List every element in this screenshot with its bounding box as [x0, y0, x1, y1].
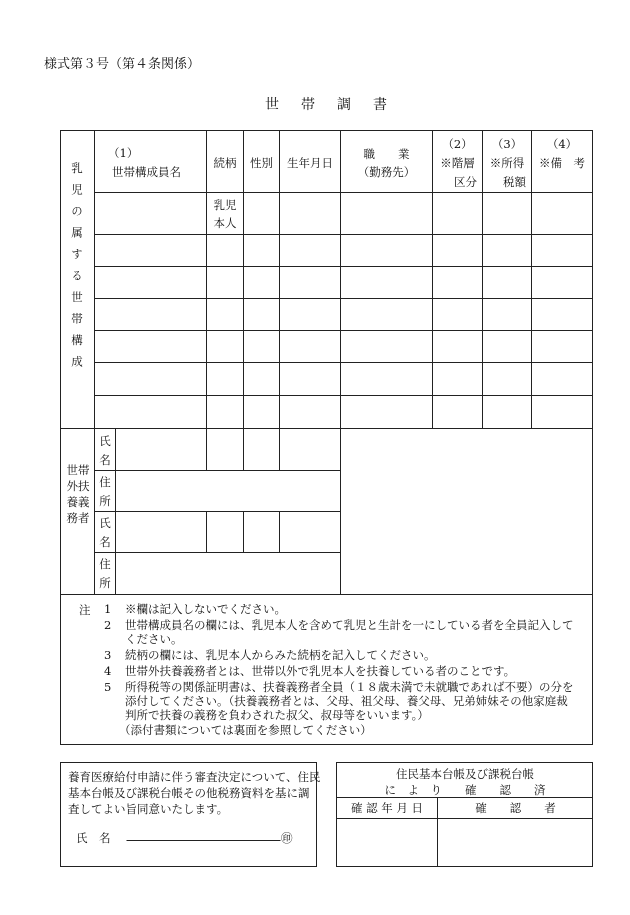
header-col4-number: （4） [546, 137, 578, 151]
supporter2-address-label: 住 [99, 557, 111, 571]
supporter2-name-label: 氏 [99, 516, 111, 530]
note-number: 2 [104, 618, 112, 632]
page-title: 世帯調書 [265, 97, 409, 113]
side-label-supporters-line: 務者 [66, 511, 90, 525]
form-number: 様式第３号（第４条関係） [44, 57, 201, 72]
header-remarks: ※備 考 [539, 156, 585, 170]
relation-infant-line2: 本人 [213, 216, 237, 230]
confirmer-label: 確 認 者 [475, 801, 556, 815]
relation-infant-line1: 乳児 [213, 198, 237, 212]
note-text: ※欄は記入しないでください。 [125, 602, 286, 616]
consent-name-label: 氏 名 [76, 831, 111, 845]
header-sex: 性別 [250, 156, 273, 170]
note-number: 1 [104, 602, 112, 616]
header-class-2: 区分 [454, 175, 477, 189]
supporter2-address-label-2: 所 [99, 576, 111, 590]
confirm-title-line2: に よ り 確 認 済 [384, 783, 546, 797]
header-class: ※階層 [440, 156, 475, 170]
notes-label: 注 [79, 603, 91, 617]
attachment-note: （添付書類については裏面を参照してください） [119, 723, 372, 737]
supporter1-name-label: 氏 [99, 434, 111, 448]
header-income-tax-2: 税額 [503, 175, 526, 189]
header-relation: 続柄 [213, 156, 237, 170]
header-col1-number: （1） [108, 146, 139, 160]
note-text: 世帯構成員名の欄には、乳児本人を含めて乳児と生計を一にしている者を全員記入して [125, 618, 574, 632]
header-workplace: （勤務先） [357, 165, 416, 179]
header-occupation: 職 業 [363, 147, 410, 161]
header-member-name: 世帯構成員名 [112, 165, 181, 179]
header-col2-number: （2） [442, 137, 473, 151]
consent-text: 基本台帳及び課税台帳その他税務資料を基に調 [68, 786, 310, 800]
note-text: 所得税等の関係証明書は、扶養義務者全員（１８歳未満で未就職であれば不要）の分を [125, 680, 574, 694]
supporter1-address-label: 住 [99, 475, 111, 489]
note-text: 世帯外扶養義務者とは、世帯以外で乳児本人を扶養している者のことです。 [125, 664, 516, 678]
confirm-date-label: 確 認 年 月 日 [350, 801, 424, 815]
supporter1-name-label-2: 名 [99, 453, 111, 467]
consent-text: 養育医療給付申請に伴う審査決定について、住民 [68, 770, 321, 784]
header-col3-number: （3） [491, 137, 523, 151]
note-text: 続柄の欄には、乳児本人からみた続柄を記入してください。 [125, 648, 436, 662]
side-label-supporters-line: 養義 [66, 495, 90, 509]
seal-mark: ㊞ [281, 831, 293, 845]
confirm-title-line1: 住民基本台帳及び課税台帳 [396, 767, 534, 781]
consent-text: 査してよい旨同意いたします。 [68, 802, 229, 816]
note-number: 5 [104, 680, 112, 694]
header-birthdate: 生年月日 [287, 156, 333, 170]
side-label-household-members: 乳児の属する世帯構成 [70, 162, 84, 377]
note-text: 添付してください。（扶養義務者とは、父母、祖父母、養父母、兄弟姉妹その他家庭裁 [125, 694, 568, 708]
supporter2-name-label-2: 名 [99, 535, 111, 549]
note-text: 判所で扶養の義務を負わされた叔父、叔母等をいいます。） [125, 708, 429, 722]
supporter1-address-label-2: 所 [99, 494, 111, 508]
note-number: 4 [104, 664, 112, 678]
note-text: ください。 [125, 632, 183, 646]
note-number: 3 [104, 648, 112, 662]
side-label-supporters-line: 外扶 [66, 479, 90, 493]
side-label-supporters [64, 462, 92, 526]
side-label-supporters-line: 世帯 [66, 463, 90, 477]
header-income-tax: ※所得 [489, 156, 525, 170]
